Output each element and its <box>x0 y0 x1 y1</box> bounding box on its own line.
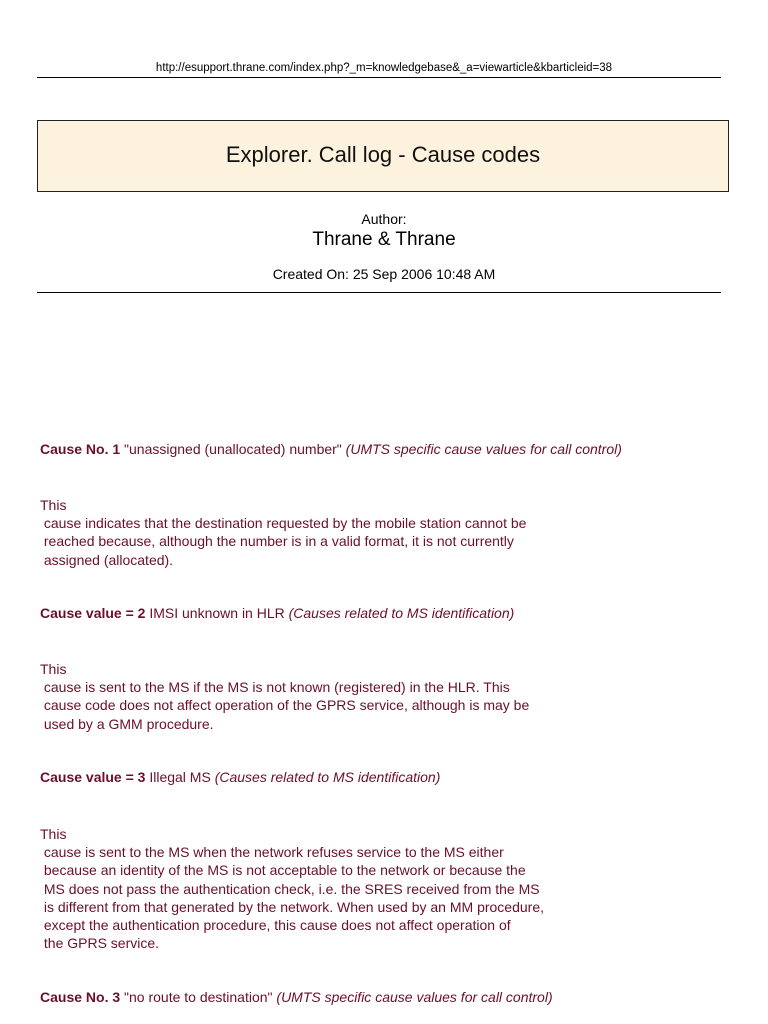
cause-heading <box>40 605 514 622</box>
cause-label: Cause value = 2 <box>40 605 146 621</box>
cause-label: Cause No. 3 <box>40 989 121 1005</box>
author-label: Author: <box>361 211 407 227</box>
meta-divider <box>37 292 721 293</box>
cause-category: (UMTS specific cause values for call control) <box>345 441 622 457</box>
cause-label: Cause value = 3 <box>40 769 146 785</box>
title-box <box>37 120 729 192</box>
cause-category: (UMTS specific cause values for call control) <box>276 989 553 1005</box>
created-on: Created On: 25 Sep 2006 10:48 AM <box>272 266 496 282</box>
header-divider <box>37 77 721 78</box>
cause-text: "unassigned (unallocated) number" <box>120 441 346 457</box>
source-url: http://esupport.thrane.com/index.php?_m=knowledgebase&_a=viewarticle&kbarticleid=38 <box>155 62 613 74</box>
cause-heading <box>40 989 553 1006</box>
cause-heading <box>40 441 622 458</box>
cause-text: IMSI unknown in HLR <box>145 605 289 621</box>
cause-text: Illegal MS <box>145 769 215 785</box>
cause-text: "no route to destination" <box>120 989 277 1005</box>
cause-description: This cause is sent to the MS when the network refuses service to the MS either because an identity of the MS is not acceptable to the network or because the MS does not pass the authentication check, i.e. the SRES received from the MS is different from that generated by the network. When used by an MM procedure, except the authentication procedure, this cause does not affect operation of the GPRS service. <box>40 826 545 952</box>
article-title: Explorer. Call log - Cause codes <box>225 142 541 167</box>
cause-category: (Causes related to MS identification) <box>288 605 515 621</box>
cause-category: (Causes related to MS identification) <box>214 769 441 785</box>
cause-label: Cause No. 1 <box>40 441 121 457</box>
cause-description: This cause indicates that the destination requested by the mobile station cannot be reached because, although the number is in a valid format, it is not currently assigned (allocated). <box>40 497 527 568</box>
cause-heading <box>40 769 440 786</box>
cause-description: This cause is sent to the MS if the MS is not known (registered) in the HLR. This cause code does not affect operation of the GPRS service, although is may be used by a GMM procedure. <box>40 661 530 732</box>
author-name: Thrane & Thrane <box>312 229 456 250</box>
